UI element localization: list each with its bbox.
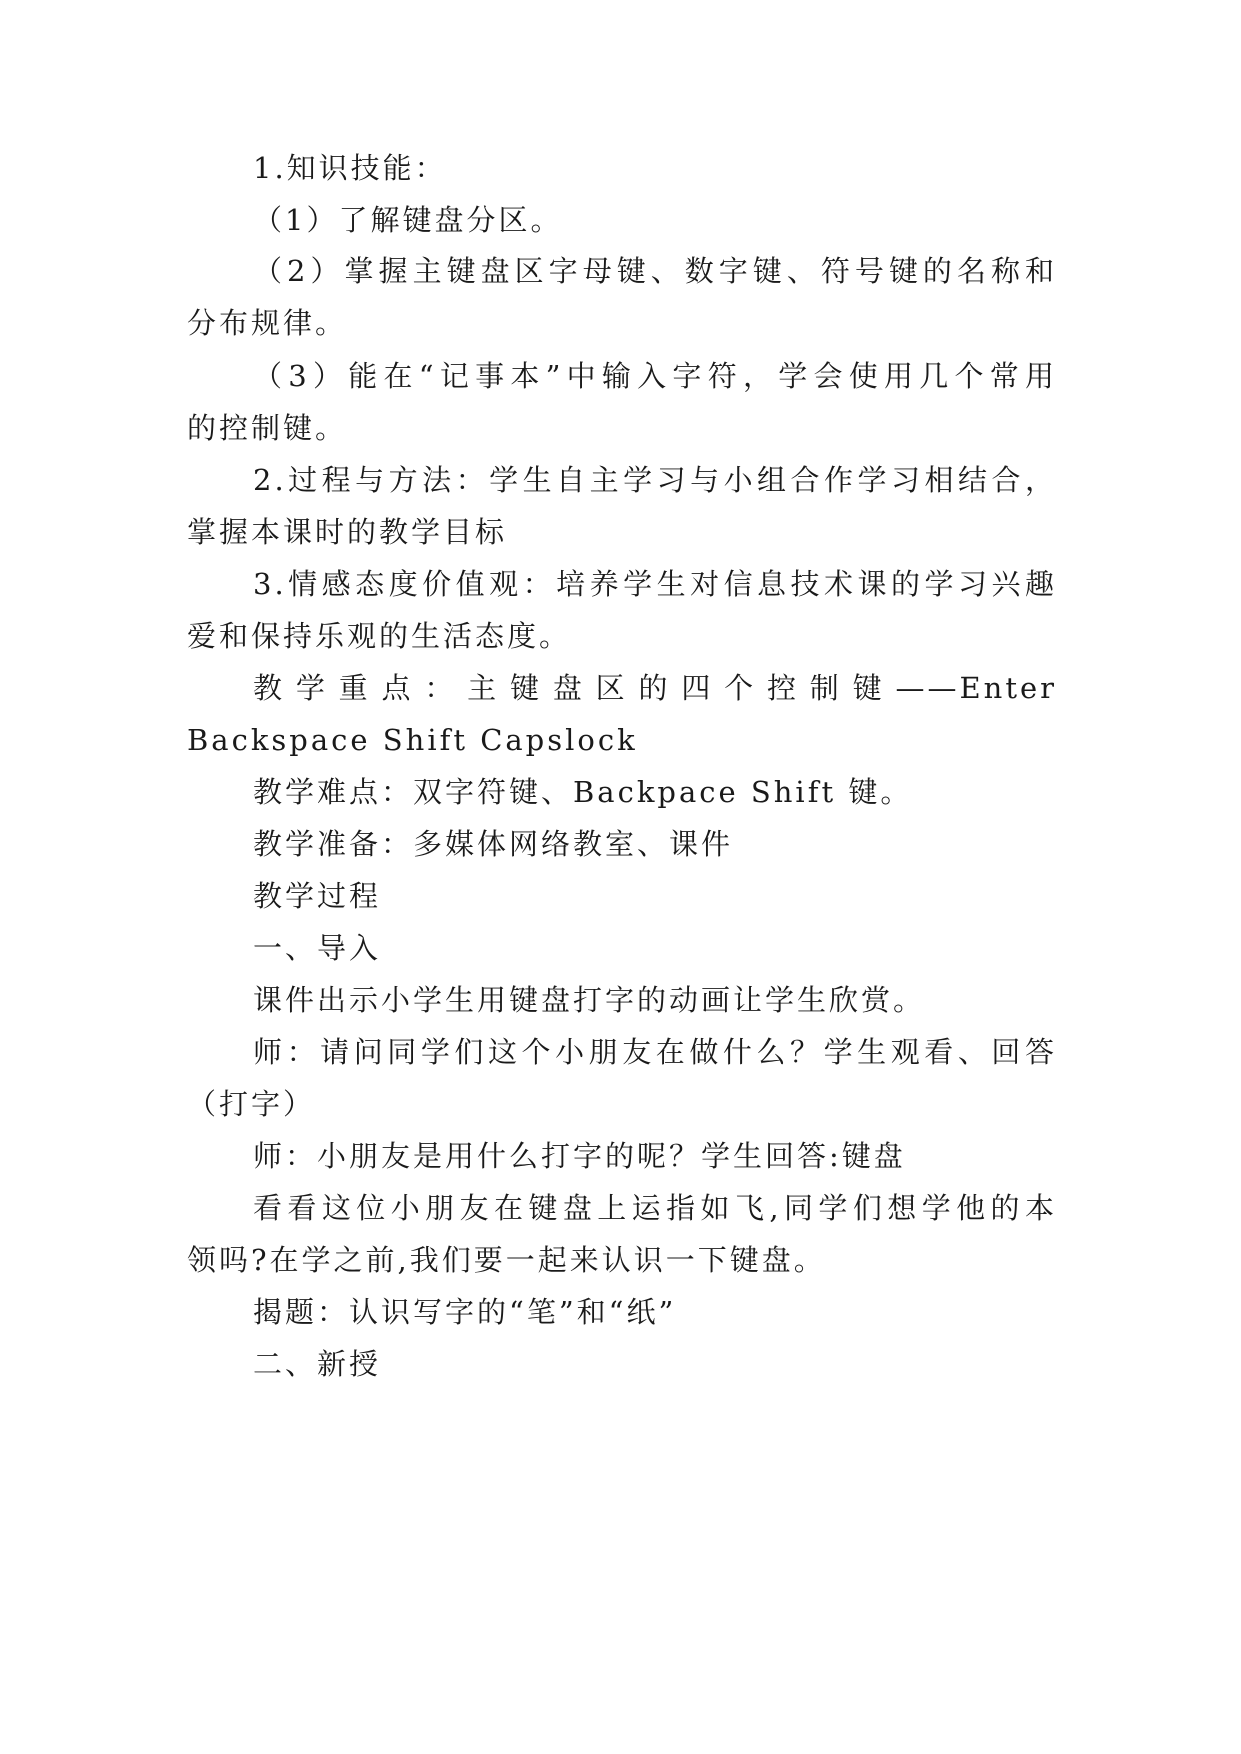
paragraph-line: （3）能在“记事本”中输入字符，学会使用几个常用 bbox=[253, 359, 1057, 393]
paragraph-line: 师：请问同学们这个小朋友在做什么？学生观看、回答 bbox=[253, 1035, 1057, 1069]
paragraph-line: （打字） bbox=[187, 1087, 316, 1121]
paragraph-line: 掌握本课时的教学目标 bbox=[187, 515, 508, 549]
paragraph-line: 领吗?在学之前,我们要一起来认识一下键盘。 bbox=[187, 1243, 826, 1277]
paragraph-line: （2）掌握主键盘区字母键、数字键、符号键的名称和 bbox=[253, 254, 1057, 288]
paragraph-line: 师：小朋友是用什么打字的呢？学生回答:键盘 bbox=[253, 1139, 906, 1173]
teaching-preparation: 教学准备：多媒体网络教室、课件 bbox=[253, 827, 734, 861]
paragraph-line: 揭题：认识写字的“笔”和“纸” bbox=[253, 1295, 677, 1329]
paragraph-line: 爱和保持乐观的生活态度。 bbox=[187, 619, 572, 653]
paragraph-line: Backspace Shift Capslock bbox=[187, 723, 638, 757]
section-heading-new-lesson: 二、新授 bbox=[253, 1347, 382, 1381]
paragraph-line: 看看这位小朋友在键盘上运指如飞,同学们想学他的本 bbox=[253, 1191, 1057, 1225]
paragraph-line: （1）了解键盘分区。 bbox=[253, 203, 563, 237]
teaching-difficulty: 教学难点：双字符键、Backpace Shift 键。 bbox=[253, 775, 913, 809]
section-heading-knowledge-skills: 1.知识技能： bbox=[253, 151, 447, 185]
paragraph-line: 的控制键。 bbox=[187, 411, 348, 445]
paragraph-line: 分布规律。 bbox=[187, 306, 348, 340]
paragraph-line: 课件出示小学生用键盘打字的动画让学生欣赏。 bbox=[253, 983, 926, 1017]
section-heading-introduction: 一、导入 bbox=[253, 931, 382, 965]
section-heading-teaching-process: 教学过程 bbox=[253, 879, 382, 913]
section-heading-values: 3.情感态度价值观：培养学生对信息技术课的学习兴趣 bbox=[253, 567, 1057, 601]
teaching-focus: 教学重点：主键盘区的四个控制键——Enter bbox=[253, 671, 1057, 705]
section-heading-process-method: 2.过程与方法：学生自主学习与小组合作学习相结合， bbox=[253, 463, 1057, 497]
